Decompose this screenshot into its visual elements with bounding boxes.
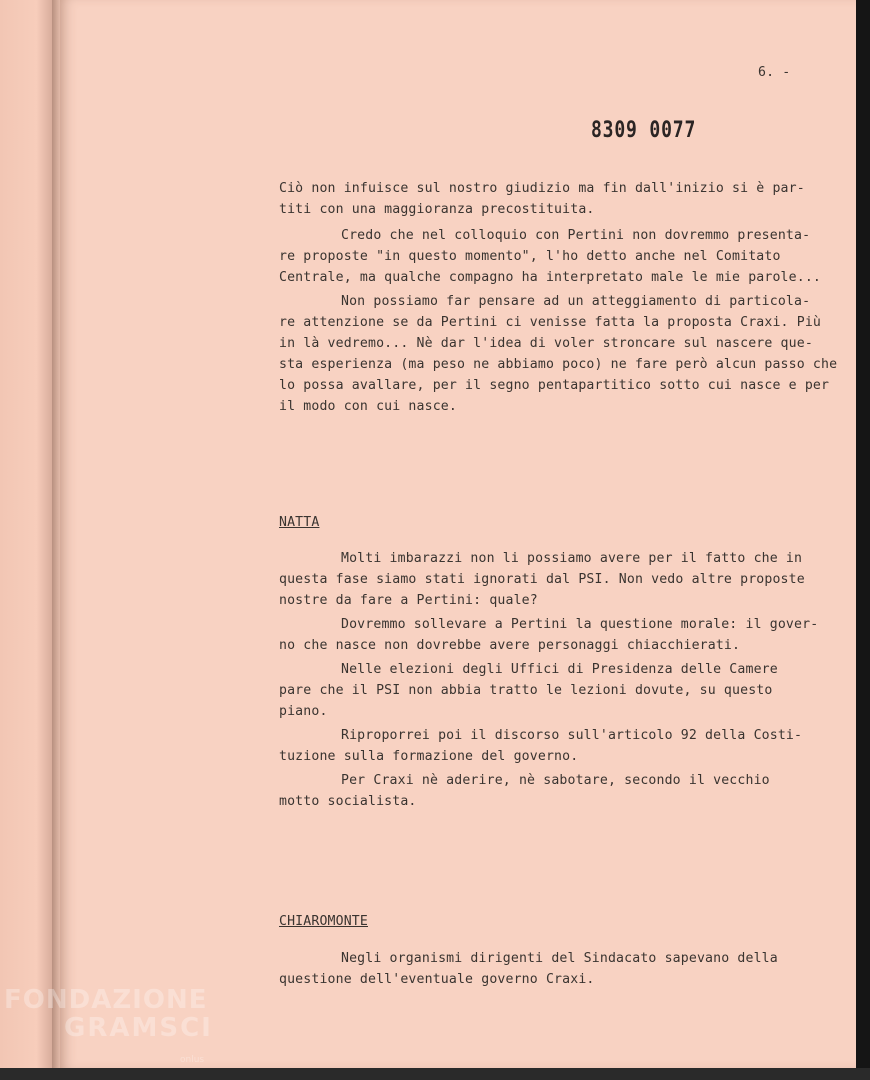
- fondazione-gramsci-watermark: [4, 985, 213, 1065]
- watermark-line-3: onlus: [180, 1055, 205, 1065]
- natta-paragraph-4: Riproporrei poi il discorso sull'articolo 92 della Costi- tuzione sulla formazione del governo.: [279, 728, 803, 764]
- paragraph-3: Non possiamo far pensare ad un atteggiamento di particola- re attenzione se da Pertini ci venisse fatta la proposta Craxi. Più in là vedremo... Nè dar l'idea di voler stroncare sul nascere que- sta esperienza (ma peso ne abbiamo poco) ne fare però alcun passo che lo possa avallare, per il segno pentapartitico sotto cui nasce e per il modo con cui nasce.: [279, 294, 838, 414]
- natta-paragraph-2: Dovremmo sollevare a Pertini la questione morale: il gover- no che nasce non dovrebbe avere personaggi chiacchierati.: [279, 617, 819, 653]
- natta-paragraph-3: Nelle elezioni degli Uffici di Presidenza delle Camere pare che il PSI non abbia tratto le lezioni dovute, su questo piano.: [279, 662, 778, 719]
- natta-paragraph-1: Molti imbarazzi non li possiamo avere per il fatto che in questa fase siamo stati ignorati dal PSI. Non vedo altre proposte nostre da fare a Pertini: quale?: [279, 551, 805, 608]
- watermark-line-1: FONDAZIONE: [4, 985, 208, 1015]
- facing-page-edge: [0, 0, 52, 1080]
- page-number: 6. -: [758, 65, 791, 80]
- chiaromonte-paragraph-1: Negli organismi dirigenti del Sindacato sapevano della questione dell'eventuale governo Craxi.: [279, 951, 778, 987]
- scan-background-right: [856, 0, 870, 1080]
- watermark-line-2: GRAMSCI: [64, 1013, 213, 1043]
- section-heading-natta: NATTA: [279, 515, 320, 530]
- archive-stamp: 8309 0077: [591, 118, 697, 143]
- natta-paragraph-5: Per Craxi nè aderire, nè sabotare, secondo il vecchio motto socialista.: [279, 773, 770, 809]
- paragraph-2: Credo che nel colloquio con Pertini non dovremmo presenta- re proposte "in questo momento", l'ho detto anche nel Comitato Centrale, ma qualche compagno ha interpretato male le mie parole...: [279, 228, 821, 285]
- section-heading-chiaromonte: CHIAROMONTE: [279, 914, 368, 929]
- scan-background-bottom: [0, 1068, 870, 1080]
- paragraph-1: Ciò non infuisce sul nostro giudizio ma fin dall'inizio si è par- titi con una maggioranza precostituita.: [279, 181, 805, 217]
- document-page: [60, 0, 856, 1068]
